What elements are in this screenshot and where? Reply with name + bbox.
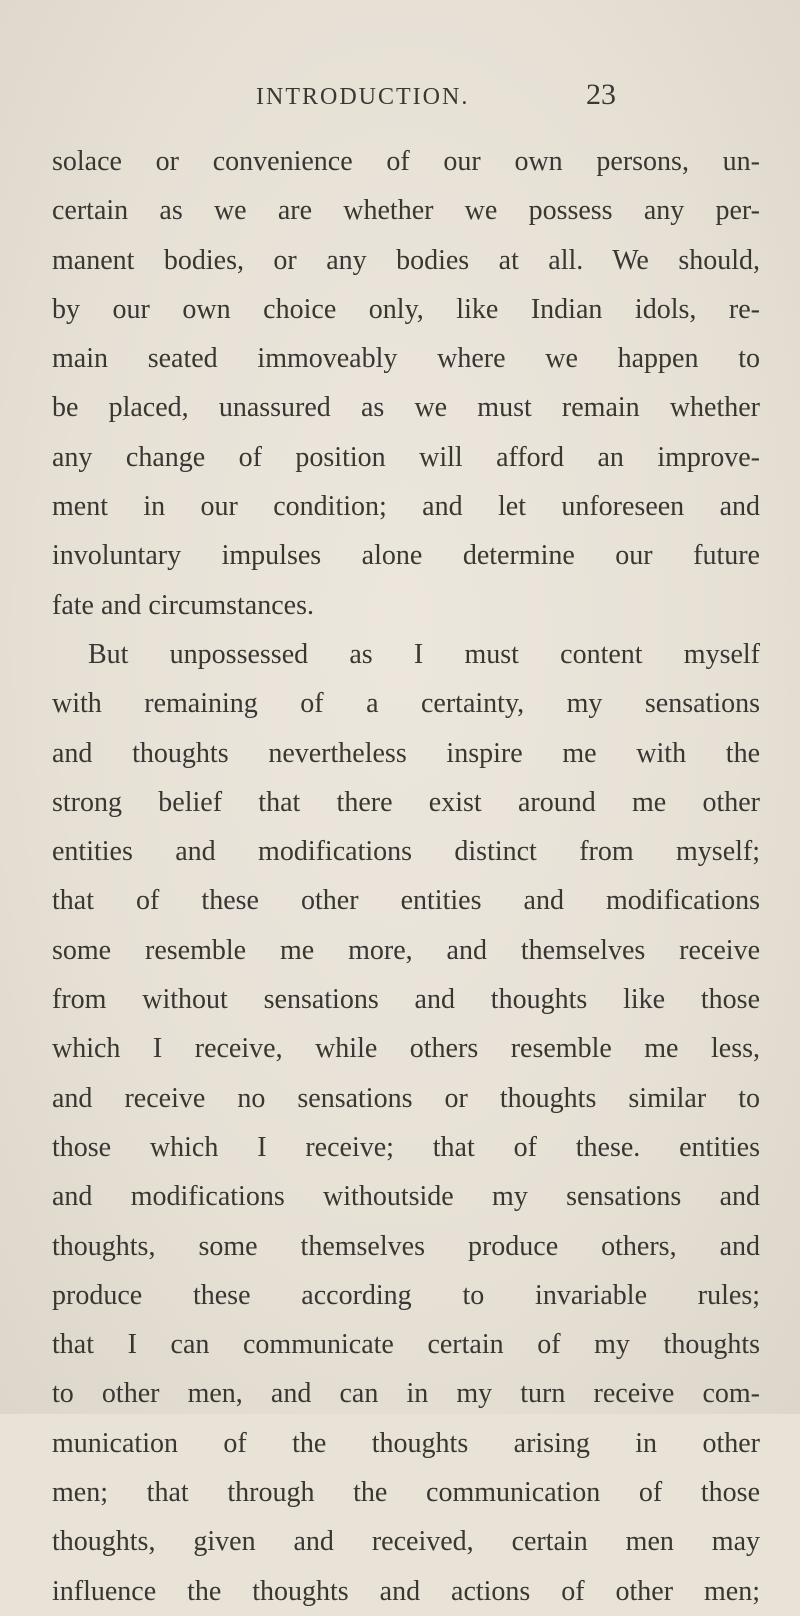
text-line: and modifications withoutside my sensations and	[52, 1181, 760, 1213]
paragraph-end-line: fate and circumstances.	[52, 589, 314, 621]
text-line: any change of position will afford an improve-	[52, 441, 760, 473]
text-line: munication of the thoughts arising in other	[52, 1427, 760, 1459]
body-text	[52, 137, 760, 1616]
text-line: manent bodies, or any bodies at all. We should,	[52, 244, 760, 276]
text-line: some resemble me more, and themselves receive	[52, 934, 760, 966]
text-line: men; that through the communication of those	[52, 1477, 760, 1509]
text-line: thoughts, some themselves produce others, and	[52, 1230, 760, 1262]
text-line: ment in our condition; and let unforeseen and	[52, 491, 760, 523]
text-line: which I receive, while others resemble me less,	[52, 1033, 760, 1065]
text-line: solace or convenience of our own persons, un-	[52, 146, 760, 177]
running-head: INTRODUCTION.	[256, 84, 470, 110]
text-line: that I can communicate certain of my thoughts	[52, 1329, 760, 1361]
text-line: and receive no sensations or thoughts similar to	[52, 1082, 760, 1114]
text-line: from without sensations and thoughts like those	[52, 984, 760, 1016]
text-line: that of these other entities and modifications	[52, 885, 760, 917]
text-line: and thoughts nevertheless inspire me with the	[52, 737, 760, 769]
text-line: strong belief that there exist around me other	[52, 786, 760, 818]
page-number: 23	[586, 78, 616, 111]
text-line: produce these according to invariable rules;	[52, 1279, 760, 1311]
text-line: with remaining of a certainty, my sensations	[52, 688, 760, 720]
text-line: main seated immoveably where we happen to	[52, 343, 760, 375]
paragraph-start-line: But unpossessed as I must content myself	[88, 638, 760, 670]
text-line: certain as we are whether we possess any per-	[52, 195, 760, 227]
text-line: those which I receive; that of these. entities	[52, 1131, 760, 1163]
text-line: entities and modifications distinct from myself;	[52, 836, 760, 868]
text-line: thoughts, given and received, certain men may	[52, 1526, 760, 1558]
text-line: be placed, unassured as we must remain whether	[52, 392, 760, 424]
text-line: influence the thoughts and actions of other men;	[52, 1575, 760, 1607]
text-line: by our own choice only, like Indian idols, re-	[52, 293, 760, 325]
text-line: involuntary impulses alone determine our future	[52, 540, 760, 572]
text-line: to other men, and can in my turn receive com-	[52, 1378, 760, 1410]
